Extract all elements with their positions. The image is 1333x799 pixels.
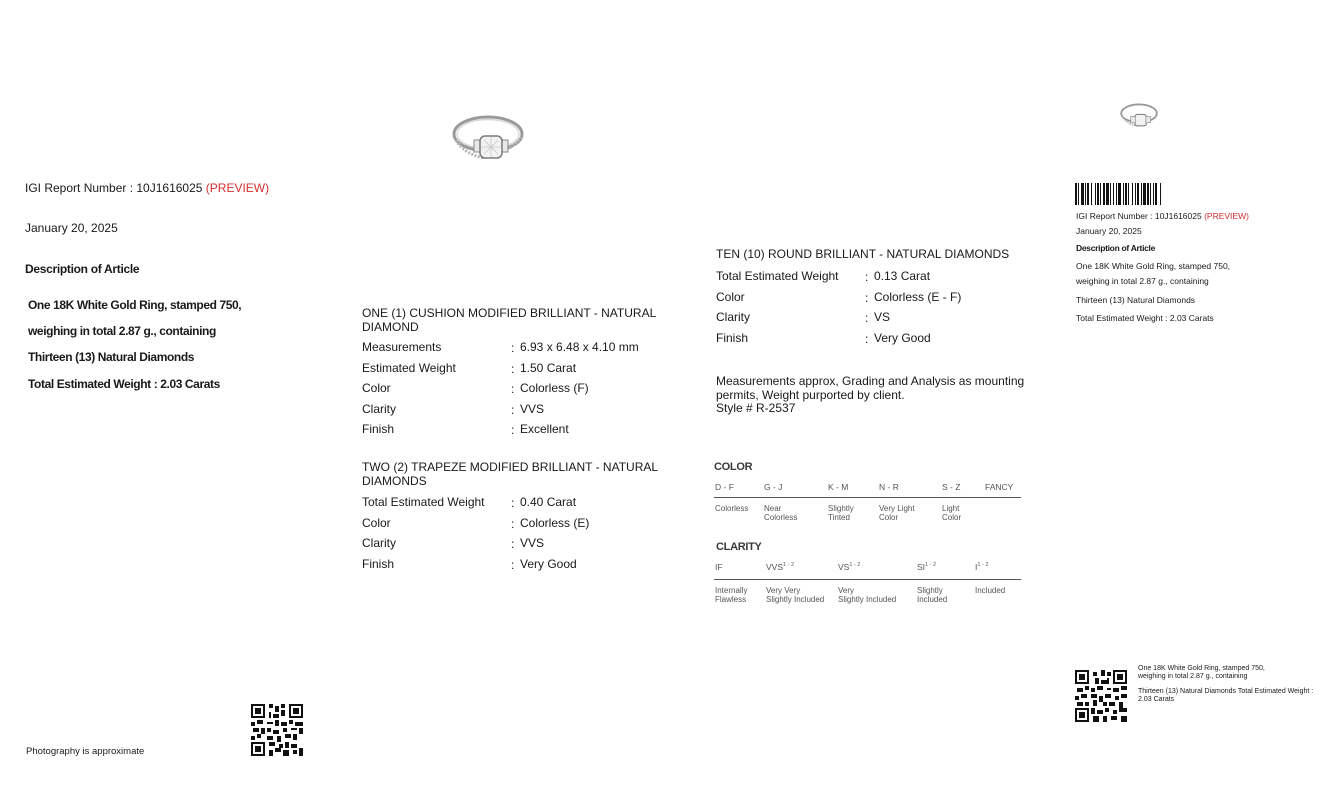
clarity-grade-desc-line: Included xyxy=(917,595,948,604)
barcode-bar xyxy=(1100,183,1101,205)
center-stone-row-colon: : xyxy=(511,402,515,417)
color-grade: N - R xyxy=(879,482,899,492)
clarity-grade-desc-line: Very xyxy=(838,586,855,595)
barcode-bar xyxy=(1091,183,1092,205)
stub-line-1: One 18K White Gold Ring, stamped 750, xyxy=(1138,665,1265,672)
color-grade-desc-line: Color xyxy=(879,513,899,522)
clarity-grade-sup: 1 - 2 xyxy=(783,562,795,569)
qr-code-icon xyxy=(251,704,303,756)
side-stones-row-label: Clarity xyxy=(362,536,397,550)
clarity-grade-base: IF xyxy=(715,562,723,572)
clarity-grade-desc-line: Slightly Included xyxy=(766,595,825,604)
stub-line-2: weighing in total 2.87 g., containing xyxy=(1138,673,1248,680)
center-stone-row-value: Colorless (F) xyxy=(520,381,589,395)
card-date: January 20, 2025 xyxy=(1076,226,1142,236)
clarity-grade xyxy=(975,562,988,572)
barcode-bar xyxy=(1128,183,1129,205)
clarity-grade-desc-line: Slightly Included xyxy=(838,595,897,604)
color-grade: G - J xyxy=(764,482,783,492)
clarity-grade xyxy=(766,562,794,572)
barcode-bar xyxy=(1143,183,1146,205)
center-stone-row-label: Color xyxy=(362,381,391,395)
side-stones-table xyxy=(362,495,682,585)
side-stones-row-label: Finish xyxy=(362,556,395,571)
melee-row-label: Finish xyxy=(716,330,749,345)
barcode-bar xyxy=(1135,183,1136,205)
color-scale-title: COLOR xyxy=(714,461,753,473)
report-date: January 20, 2025 xyxy=(25,221,118,235)
side-stones-row-colon: : xyxy=(511,496,515,510)
color-grade-desc xyxy=(879,504,915,522)
barcode-bar xyxy=(1132,183,1133,205)
side-stones-row-label: Color xyxy=(362,515,391,530)
barcode-bar xyxy=(1160,183,1161,205)
center-stone-row-label: Estimated Weight xyxy=(362,360,456,375)
color-grade-desc-line: Light xyxy=(942,504,960,513)
description-line-4: Total Estimated Weight : 2.03 Carats xyxy=(28,377,220,391)
barcode-bar xyxy=(1085,183,1086,205)
barcode-bar xyxy=(1147,183,1149,205)
clarity-grade-base: VVS xyxy=(766,562,784,572)
side-stones-row-colon: : xyxy=(511,537,515,551)
color-scale-rule xyxy=(714,497,1021,498)
card-report-number-text: IGI Report Number : 10J1616025 xyxy=(1076,211,1202,221)
melee-table xyxy=(716,269,1036,359)
melee-row-colon: : xyxy=(865,290,869,305)
stub-qr-code-icon xyxy=(1075,670,1127,722)
clarity-grade-desc-line: Included xyxy=(975,586,1006,595)
barcode-bar xyxy=(1137,183,1139,205)
side-stones-row-value: 0.40 Carat xyxy=(520,495,577,509)
center-stone-row-value: 6.93 x 6.48 x 4.10 mm xyxy=(520,340,639,354)
color-grade-desc xyxy=(764,504,797,522)
color-grade-desc-line: Colorless xyxy=(715,504,749,513)
photo-note: Photography is approximate xyxy=(26,746,145,757)
description-line-1: One 18K White Gold Ring, stamped 750, xyxy=(28,298,242,312)
clarity-grade-desc xyxy=(975,586,1005,595)
clarity-scale-title: CLARITY xyxy=(716,541,762,553)
card-report-number xyxy=(1076,211,1249,221)
comments-line-1: Measurements approx, Grading and Analysis as mounting xyxy=(716,374,1025,388)
card-preview-label: (PREVIEW) xyxy=(1204,211,1249,221)
melee-row-colon: : xyxy=(865,311,869,325)
clarity-grade-desc-line: Flawless xyxy=(715,595,747,604)
color-grade: D - F xyxy=(715,482,734,492)
melee-row-label: Total Estimated Weight xyxy=(716,269,839,283)
barcode-bar xyxy=(1116,183,1117,205)
side-stones-row-colon: : xyxy=(511,516,515,531)
description-line-3: Thirteen (13) Natural Diamonds xyxy=(28,350,195,364)
center-stone-table xyxy=(362,340,682,450)
color-grade-desc-line: Near xyxy=(764,504,782,513)
melee-row-colon: : xyxy=(865,270,869,284)
clarity-grade-sup: 1 - 2 xyxy=(977,562,989,569)
clarity-grade-desc xyxy=(838,586,896,604)
center-stone-row-value: VVS xyxy=(520,401,545,416)
card-description-line-3: Thirteen (13) Natural Diamonds xyxy=(1076,295,1196,305)
center-stone-row-colon: : xyxy=(511,382,515,396)
center-stone-row-value: Excellent xyxy=(520,422,569,436)
style-number: Style # R-2537 xyxy=(716,401,796,415)
center-stone-title: ONE (1) CUSHION MODIFIED BRILLIANT - NATURAL DIAMOND xyxy=(362,306,656,334)
report-number-text: IGI Report Number : 10J1616025 xyxy=(25,181,203,195)
barcode-bar xyxy=(1150,183,1151,205)
clarity-grade-desc xyxy=(766,586,824,604)
clarity-grade-desc xyxy=(917,586,947,604)
melee-row-value: Colorless (E - F) xyxy=(874,289,962,304)
color-grade-desc xyxy=(828,504,854,522)
card-description-line-1: One 18K White Gold Ring, stamped 750, xyxy=(1076,261,1231,271)
color-grade-desc-line: Slightly xyxy=(828,504,854,513)
center-stone-row-colon: : xyxy=(511,423,515,437)
clarity-grade-sup: 1 - 2 xyxy=(849,562,861,569)
barcode-bar xyxy=(1097,183,1099,205)
color-grade: S - Z xyxy=(942,482,961,492)
melee-row-value: Very Good xyxy=(874,330,931,345)
melee-row-value: VS xyxy=(874,310,891,324)
barcode-bar xyxy=(1153,183,1154,205)
card-description-line-2: weighing in total 2.87 g., containing xyxy=(1076,276,1209,286)
barcode-bar xyxy=(1075,183,1077,205)
center-stone-row-value: 1.50 Carat xyxy=(520,360,577,375)
center-stone-row-label: Finish xyxy=(362,422,395,436)
side-stones-row-value: VVS xyxy=(520,536,545,550)
clarity-grade-desc-line: Internally xyxy=(715,586,748,595)
clarity-grade-sup: 1 - 2 xyxy=(925,562,937,569)
barcode-bar xyxy=(1078,183,1079,205)
barcode-bar xyxy=(1110,183,1111,205)
side-stones-title: TWO (2) TRAPEZE MODIFIED BRILLIANT - NATURAL DIAMONDS xyxy=(362,460,658,488)
description-heading: Description of Article xyxy=(25,262,140,276)
ring-thumbnail-icon xyxy=(1116,100,1160,134)
card-description-heading: Description of Article xyxy=(1076,243,1156,253)
color-grade-desc xyxy=(715,504,748,513)
report-number xyxy=(25,181,269,195)
melee-row-colon: : xyxy=(865,331,869,346)
clarity-grade xyxy=(917,562,936,572)
clarity-grade xyxy=(715,562,723,572)
ring-photo-icon xyxy=(444,110,528,172)
side-stones-row-colon: : xyxy=(511,557,515,572)
clarity-grade xyxy=(838,562,860,572)
clarity-grade-desc-line: Slightly xyxy=(917,586,943,595)
color-grade: K - M xyxy=(828,482,849,492)
melee-row-label: Clarity xyxy=(716,310,751,324)
barcode-bar xyxy=(1106,183,1109,205)
color-grade-desc-line: Very Light xyxy=(879,504,915,513)
barcode-bar xyxy=(1081,183,1084,205)
preview-label: (PREVIEW) xyxy=(205,181,270,195)
color-grade-desc-line: Colorless xyxy=(764,513,798,522)
clarity-grade-base: I xyxy=(975,562,978,572)
side-stones-row-label: Total Estimated Weight xyxy=(362,495,485,509)
center-stone-row-colon: : xyxy=(511,361,515,376)
color-grade-desc xyxy=(942,504,961,522)
barcode-bar xyxy=(1113,183,1114,205)
clarity-scale xyxy=(714,560,1024,610)
color-scale xyxy=(714,480,1024,525)
melee-row-value: 0.13 Carat xyxy=(874,269,931,283)
barcode-bar xyxy=(1118,183,1121,205)
melee-row-label: Color xyxy=(716,289,745,304)
center-stone-row-colon: : xyxy=(511,341,515,355)
barcode-bar xyxy=(1125,183,1127,205)
clarity-scale-rule xyxy=(714,579,1021,580)
center-stone-row-label: Clarity xyxy=(362,401,397,416)
clarity-grade-desc xyxy=(715,586,747,604)
color-grade-desc-line: Color xyxy=(942,513,962,522)
clarity-grade-base: SI xyxy=(917,562,926,572)
color-grade: FANCY xyxy=(985,482,1014,492)
color-grade-desc-line: Tinted xyxy=(828,513,850,522)
clarity-grade-desc-line: Very Very xyxy=(766,586,801,595)
card-description-line-4: Total Estimated Weight : 2.03 Carats xyxy=(1076,313,1214,323)
stub-text xyxy=(1138,665,1318,704)
clarity-grade-base: VS xyxy=(838,562,850,572)
barcode-bar xyxy=(1123,183,1124,205)
side-stones-row-value: Very Good xyxy=(520,556,577,571)
stub-line-4: 2.03 Carats xyxy=(1138,696,1175,703)
barcode-bar xyxy=(1095,183,1096,205)
center-stone-row-label: Measurements xyxy=(362,340,442,354)
stub-line-3: Thirteen (13) Natural Diamonds Total Estimated Weight : xyxy=(1138,688,1314,695)
barcode-bar xyxy=(1087,183,1089,205)
comments-line-2: permits, Weight purported by client. xyxy=(716,387,905,402)
barcode-icon xyxy=(1075,183,1179,205)
barcode-bar xyxy=(1155,183,1157,205)
melee-title: TEN (10) ROUND BRILLIANT - NATURAL DIAMONDS xyxy=(716,247,1010,261)
comments xyxy=(716,375,1024,416)
barcode-bar xyxy=(1103,183,1105,205)
description-line-2: weighing in total 2.87 g., containing xyxy=(28,324,216,338)
side-stones-row-value: Colorless (E) xyxy=(520,515,590,530)
barcode-bar xyxy=(1141,183,1142,205)
